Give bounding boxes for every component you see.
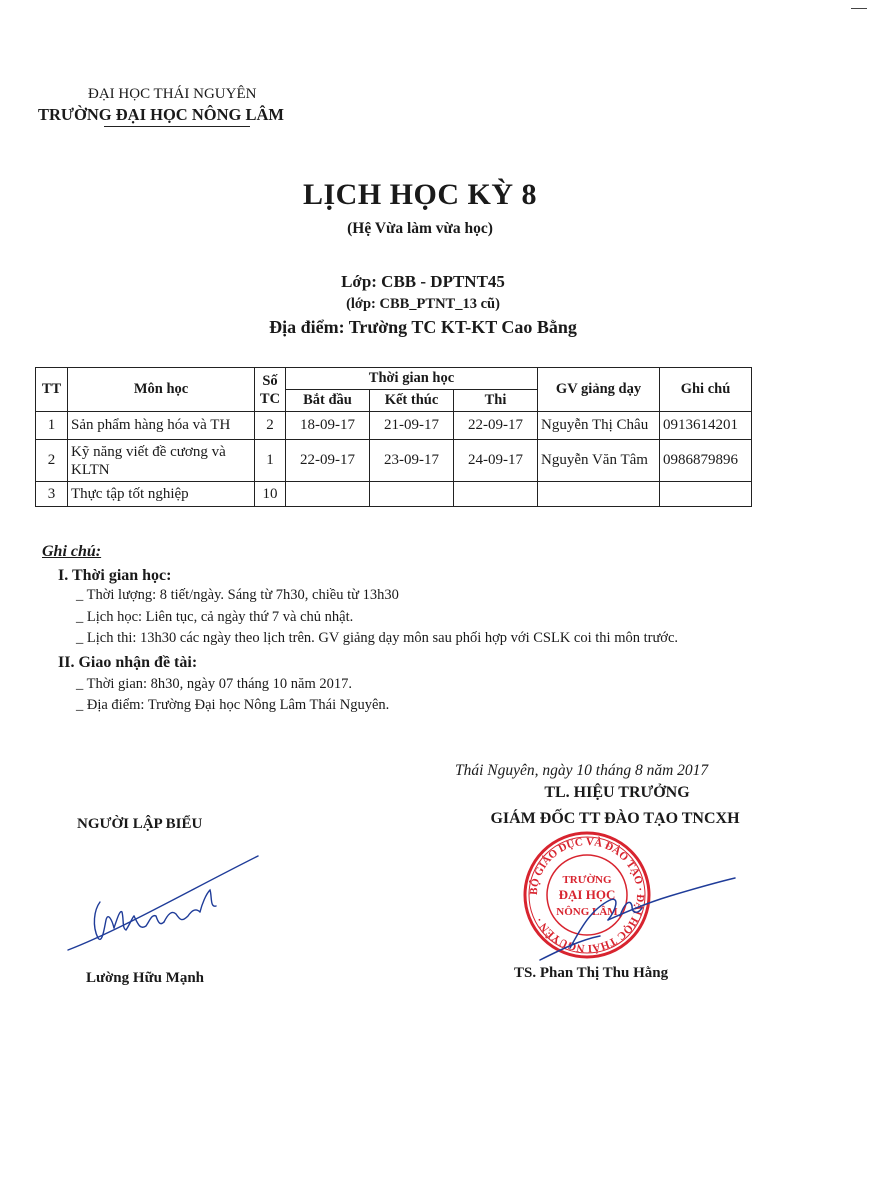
notes-item: _ Lịch học: Liên tục, cả ngày thứ 7 và chủ nhật.	[76, 609, 354, 625]
left-signer-name: Lường Hữu Mạnh	[86, 970, 205, 986]
seal-center-line: TRƯỜNG	[562, 874, 612, 886]
cell-teacher: Nguyễn Văn Tâm	[538, 440, 660, 482]
table-row	[36, 412, 752, 440]
org-school: TRƯỜNG ĐẠI HỌC NÔNG LÂM	[38, 105, 284, 124]
cell-note: 0913614201	[660, 412, 752, 440]
signature-date: Thái Nguyên, ngày 10 tháng 8 năm 2017	[455, 762, 709, 779]
header-subject: Môn học	[68, 368, 255, 412]
left-signature-image	[60, 850, 270, 965]
cell-start: 22-09-17	[286, 440, 370, 482]
right-signer-role: TL. HIỆU TRƯỞNG	[544, 784, 690, 801]
right-signer-name: TS. Phan Thị Thu Hằng	[514, 965, 669, 981]
document-subtitle: (Hệ Vừa làm vừa học)	[347, 220, 493, 237]
right-signature-image	[520, 840, 740, 985]
cell-credits: 2	[255, 412, 286, 440]
header-tt: TT	[36, 368, 68, 412]
seal-ring-text: BỘ GIÁO DỤC VÀ ĐÀO TẠO · ĐẠI HỌC THÁI NGUYÊN ·	[527, 835, 647, 955]
class-old-name: (lớp: CBB_PTNT_13 cũ)	[346, 296, 500, 312]
cell-start	[286, 482, 370, 507]
header-time-group: Thời gian học	[286, 368, 538, 390]
cell-credits: 1	[255, 440, 286, 482]
notes-heading: Ghi chú:	[42, 543, 102, 560]
cell-teacher	[538, 482, 660, 507]
table-row	[36, 440, 752, 482]
header-note: Ghi chú	[660, 368, 752, 412]
header-teacher: GV giảng dạy	[538, 368, 660, 412]
org-underline	[104, 126, 250, 127]
notes-item: _ Thời gian: 8h30, ngày 07 tháng 10 năm 2017.	[76, 676, 353, 692]
cell-exam: 24-09-17	[454, 440, 538, 482]
location: Địa điểm: Trường TC KT-KT Cao Bằng	[269, 317, 577, 337]
seal-center-line: NÔNG LÂM	[556, 906, 618, 918]
schedule-table	[35, 367, 752, 507]
cell-start: 18-09-17	[286, 412, 370, 440]
page-corner-mark	[851, 8, 867, 9]
left-signer-role: NGƯỜI LẬP BIỂU	[77, 816, 203, 832]
right-signer-title: GIÁM ĐỐC TT ĐÀO TẠO TNCXH	[490, 810, 740, 827]
seal-center-line: ĐẠI HỌC	[558, 887, 616, 902]
document-title: LỊCH HỌC KỲ 8	[302, 178, 538, 211]
cell-note	[660, 482, 752, 507]
header-start: Bắt đầu	[286, 390, 370, 412]
cell-exam	[454, 482, 538, 507]
cell-tt: 1	[36, 412, 68, 440]
org-parent: ĐẠI HỌC THÁI NGUYÊN	[88, 86, 257, 102]
cell-end: 21-09-17	[370, 412, 454, 440]
notes-section-1-title: I. Thời gian học:	[58, 567, 172, 584]
notes-item: _ Lịch thi: 13h30 các ngày theo lịch trên. GV giảng dạy môn sau phối hợp với CSLK coi thi môn trước.	[76, 630, 679, 646]
cell-subject: Sản phẩm hàng hóa và TH	[68, 412, 255, 440]
cell-tt: 2	[36, 440, 68, 482]
table-row	[36, 482, 752, 507]
notes-section-2-title: II. Giao nhận đề tài:	[58, 654, 198, 671]
cell-note: 0986879896	[660, 440, 752, 482]
cell-exam: 22-09-17	[454, 412, 538, 440]
header-end: Kết thúc	[370, 390, 454, 412]
header-exam: Thi	[454, 390, 538, 412]
notes-item: _ Địa điểm: Trường Đại học Nông Lâm Thái Nguyên.	[76, 697, 390, 713]
notes-item: _ Thời lượng: 8 tiết/ngày. Sáng từ 7h30, chiều từ 13h30	[76, 587, 399, 603]
cell-teacher: Nguyễn Thị Châu	[538, 412, 660, 440]
cell-end: 23-09-17	[370, 440, 454, 482]
cell-subject: Thực tập tốt nghiệp	[68, 482, 255, 507]
header-credits: Số TC	[255, 368, 286, 412]
cell-tt: 3	[36, 482, 68, 507]
cell-subject: Kỹ năng viết đề cương và KLTN	[68, 440, 255, 482]
cell-end	[370, 482, 454, 507]
cell-credits: 10	[255, 482, 286, 507]
class-name: Lớp: CBB - DPTNT45	[341, 272, 505, 291]
